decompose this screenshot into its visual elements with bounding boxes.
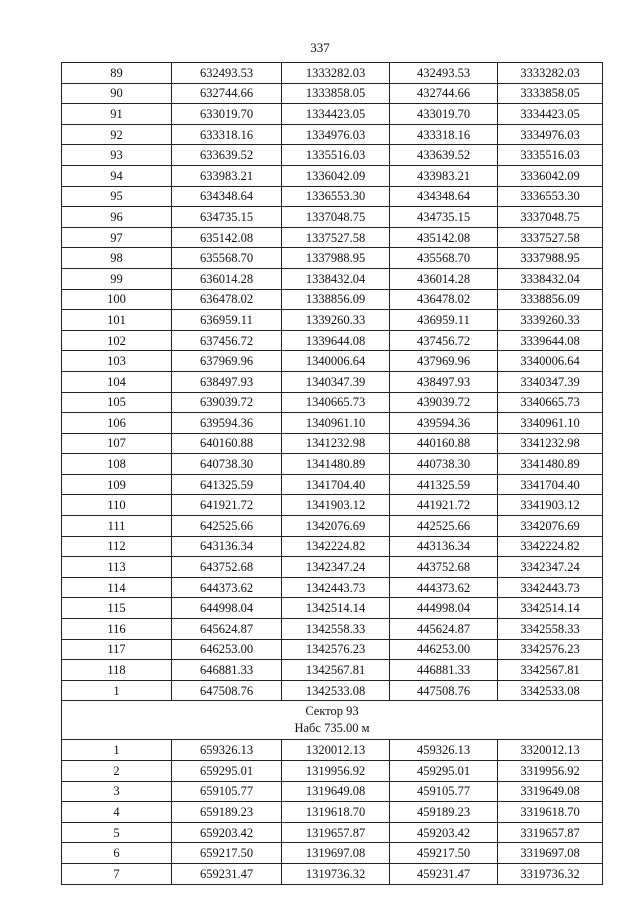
x-local-cell: 435568.70 bbox=[390, 248, 498, 269]
sector-row bbox=[62, 701, 603, 740]
y-coordinate-cell: 1336553.30 bbox=[282, 186, 390, 207]
y-local-cell: 3339644.08 bbox=[498, 330, 603, 351]
table-row bbox=[62, 268, 603, 289]
x-local-cell: 433639.52 bbox=[390, 145, 498, 166]
x-local-cell: 459231.47 bbox=[390, 863, 498, 884]
y-local-cell: 3335516.03 bbox=[498, 145, 603, 166]
point-number-cell: 5 bbox=[62, 822, 172, 843]
point-number-cell: 93 bbox=[62, 145, 172, 166]
y-local-cell: 3341480.89 bbox=[498, 454, 603, 475]
y-coordinate-cell: 1342076.69 bbox=[282, 516, 390, 537]
y-local-cell: 3339260.33 bbox=[498, 310, 603, 331]
x-local-cell: 432744.66 bbox=[390, 83, 498, 104]
x-coordinate-cell: 659203.42 bbox=[172, 822, 282, 843]
sector-height-label: Набс 735.00 м bbox=[294, 721, 370, 736]
y-coordinate-cell: 1337527.58 bbox=[282, 227, 390, 248]
table-row bbox=[62, 740, 603, 761]
sector-title: Сектор 93 bbox=[305, 704, 359, 719]
y-local-cell: 3338432.04 bbox=[498, 268, 603, 289]
x-local-cell: 437969.96 bbox=[390, 351, 498, 372]
x-coordinate-cell: 659217.50 bbox=[172, 843, 282, 864]
x-local-cell: 439594.36 bbox=[390, 413, 498, 434]
y-local-cell: 3320012.13 bbox=[498, 740, 603, 761]
x-local-cell: 442525.66 bbox=[390, 516, 498, 537]
point-number-cell: 109 bbox=[62, 474, 172, 495]
table-row bbox=[62, 495, 603, 516]
point-number-cell: 101 bbox=[62, 310, 172, 331]
point-number-cell: 106 bbox=[62, 413, 172, 434]
point-number-cell: 96 bbox=[62, 207, 172, 228]
x-coordinate-cell: 644373.62 bbox=[172, 577, 282, 598]
table-row bbox=[62, 351, 603, 372]
y-local-cell: 3337988.95 bbox=[498, 248, 603, 269]
y-coordinate-cell: 1340665.73 bbox=[282, 392, 390, 413]
point-number-cell: 4 bbox=[62, 802, 172, 823]
x-coordinate-cell: 633983.21 bbox=[172, 165, 282, 186]
y-coordinate-cell: 1337988.95 bbox=[282, 248, 390, 269]
y-local-cell: 3342347.24 bbox=[498, 557, 603, 578]
x-coordinate-cell: 638497.93 bbox=[172, 371, 282, 392]
point-number-cell: 102 bbox=[62, 330, 172, 351]
table-row bbox=[62, 598, 603, 619]
x-local-cell: 440738.30 bbox=[390, 454, 498, 475]
x-coordinate-cell: 635568.70 bbox=[172, 248, 282, 269]
point-number-cell: 107 bbox=[62, 433, 172, 454]
point-number-cell: 95 bbox=[62, 186, 172, 207]
y-local-cell: 3342514.14 bbox=[498, 598, 603, 619]
coordinates-table bbox=[61, 62, 603, 885]
y-local-cell: 3342567.81 bbox=[498, 660, 603, 681]
y-coordinate-cell: 1334976.03 bbox=[282, 124, 390, 145]
y-local-cell: 3341903.12 bbox=[498, 495, 603, 516]
table-row bbox=[62, 557, 603, 578]
x-local-cell: 446253.00 bbox=[390, 639, 498, 660]
y-local-cell: 3319618.70 bbox=[498, 802, 603, 823]
point-number-cell: 7 bbox=[62, 863, 172, 884]
page-number: 337 bbox=[310, 40, 330, 55]
x-coordinate-cell: 646253.00 bbox=[172, 639, 282, 660]
x-coordinate-cell: 636478.02 bbox=[172, 289, 282, 310]
y-local-cell: 3334423.05 bbox=[498, 104, 603, 125]
x-local-cell: 459189.23 bbox=[390, 802, 498, 823]
x-local-cell: 441325.59 bbox=[390, 474, 498, 495]
y-coordinate-cell: 1333282.03 bbox=[282, 63, 390, 84]
x-local-cell: 446881.33 bbox=[390, 660, 498, 681]
y-coordinate-cell: 1342567.81 bbox=[282, 660, 390, 681]
x-coordinate-cell: 647508.76 bbox=[172, 680, 282, 701]
point-number-cell: 115 bbox=[62, 598, 172, 619]
x-local-cell: 433318.16 bbox=[390, 124, 498, 145]
y-local-cell: 3337048.75 bbox=[498, 207, 603, 228]
x-coordinate-cell: 641921.72 bbox=[172, 495, 282, 516]
y-coordinate-cell: 1341704.40 bbox=[282, 474, 390, 495]
x-local-cell: 436014.28 bbox=[390, 268, 498, 289]
table-row bbox=[62, 186, 603, 207]
point-number-cell: 98 bbox=[62, 248, 172, 269]
y-coordinate-cell: 1335516.03 bbox=[282, 145, 390, 166]
point-number-cell: 110 bbox=[62, 495, 172, 516]
x-coordinate-cell: 633639.52 bbox=[172, 145, 282, 166]
y-local-cell: 3334976.03 bbox=[498, 124, 603, 145]
point-number-cell: 92 bbox=[62, 124, 172, 145]
y-local-cell: 3340665.73 bbox=[498, 392, 603, 413]
y-local-cell: 3337527.58 bbox=[498, 227, 603, 248]
table-row bbox=[62, 310, 603, 331]
x-local-cell: 433983.21 bbox=[390, 165, 498, 186]
y-local-cell: 3342076.69 bbox=[498, 516, 603, 537]
y-coordinate-cell: 1340006.64 bbox=[282, 351, 390, 372]
table-row bbox=[62, 104, 603, 125]
x-local-cell: 444373.62 bbox=[390, 577, 498, 598]
table-row bbox=[62, 680, 603, 701]
y-coordinate-cell: 1333858.05 bbox=[282, 83, 390, 104]
y-local-cell: 3319697.08 bbox=[498, 843, 603, 864]
point-number-cell: 1 bbox=[62, 740, 172, 761]
point-number-cell: 1 bbox=[62, 680, 172, 701]
x-coordinate-cell: 659105.77 bbox=[172, 781, 282, 802]
y-local-cell: 3342576.23 bbox=[498, 639, 603, 660]
point-number-cell: 117 bbox=[62, 639, 172, 660]
x-local-cell: 459203.42 bbox=[390, 822, 498, 843]
x-local-cell: 435142.08 bbox=[390, 227, 498, 248]
x-coordinate-cell: 636959.11 bbox=[172, 310, 282, 331]
y-coordinate-cell: 1338432.04 bbox=[282, 268, 390, 289]
y-coordinate-cell: 1342347.24 bbox=[282, 557, 390, 578]
table-row bbox=[62, 227, 603, 248]
point-number-cell: 91 bbox=[62, 104, 172, 125]
y-local-cell: 3340006.64 bbox=[498, 351, 603, 372]
sector-header bbox=[62, 701, 603, 740]
y-local-cell: 3338856.09 bbox=[498, 289, 603, 310]
table-row bbox=[62, 761, 603, 782]
y-local-cell: 3319956.92 bbox=[498, 761, 603, 782]
table-row bbox=[62, 802, 603, 823]
table-row bbox=[62, 660, 603, 681]
x-coordinate-cell: 633019.70 bbox=[172, 104, 282, 125]
table-body-before bbox=[62, 63, 603, 701]
x-local-cell: 440160.88 bbox=[390, 433, 498, 454]
table-row bbox=[62, 863, 603, 884]
table-row bbox=[62, 639, 603, 660]
table-row bbox=[62, 63, 603, 84]
x-coordinate-cell: 639039.72 bbox=[172, 392, 282, 413]
x-local-cell: 447508.76 bbox=[390, 680, 498, 701]
y-local-cell: 3341704.40 bbox=[498, 474, 603, 495]
point-number-cell: 112 bbox=[62, 536, 172, 557]
y-local-cell: 3342533.08 bbox=[498, 680, 603, 701]
y-local-cell: 3340961.10 bbox=[498, 413, 603, 434]
table-row bbox=[62, 536, 603, 557]
table-body-after bbox=[62, 740, 603, 884]
x-local-cell: 459105.77 bbox=[390, 781, 498, 802]
y-coordinate-cell: 1339260.33 bbox=[282, 310, 390, 331]
point-number-cell: 118 bbox=[62, 660, 172, 681]
x-local-cell: 441921.72 bbox=[390, 495, 498, 516]
y-coordinate-cell: 1341903.12 bbox=[282, 495, 390, 516]
x-local-cell: 438497.93 bbox=[390, 371, 498, 392]
table-row bbox=[62, 330, 603, 351]
x-local-cell: 459217.50 bbox=[390, 843, 498, 864]
y-local-cell: 3319657.87 bbox=[498, 822, 603, 843]
x-coordinate-cell: 641325.59 bbox=[172, 474, 282, 495]
y-local-cell: 3342443.73 bbox=[498, 577, 603, 598]
y-coordinate-cell: 1342224.82 bbox=[282, 536, 390, 557]
y-coordinate-cell: 1342576.23 bbox=[282, 639, 390, 660]
x-local-cell: 436959.11 bbox=[390, 310, 498, 331]
point-number-cell: 104 bbox=[62, 371, 172, 392]
y-local-cell: 3336553.30 bbox=[498, 186, 603, 207]
point-number-cell: 94 bbox=[62, 165, 172, 186]
x-local-cell: 459326.13 bbox=[390, 740, 498, 761]
point-number-cell: 114 bbox=[62, 577, 172, 598]
point-number-cell: 2 bbox=[62, 761, 172, 782]
x-coordinate-cell: 643136.34 bbox=[172, 536, 282, 557]
y-coordinate-cell: 1319736.32 bbox=[282, 863, 390, 884]
point-number-cell: 111 bbox=[62, 516, 172, 537]
y-local-cell: 3333858.05 bbox=[498, 83, 603, 104]
y-coordinate-cell: 1342443.73 bbox=[282, 577, 390, 598]
point-number-cell: 103 bbox=[62, 351, 172, 372]
point-number-cell: 97 bbox=[62, 227, 172, 248]
y-coordinate-cell: 1342514.14 bbox=[282, 598, 390, 619]
x-coordinate-cell: 632744.66 bbox=[172, 83, 282, 104]
y-coordinate-cell: 1320012.13 bbox=[282, 740, 390, 761]
y-local-cell: 3342224.82 bbox=[498, 536, 603, 557]
x-local-cell: 443136.34 bbox=[390, 536, 498, 557]
table-row bbox=[62, 165, 603, 186]
point-number-cell: 99 bbox=[62, 268, 172, 289]
y-coordinate-cell: 1334423.05 bbox=[282, 104, 390, 125]
x-coordinate-cell: 636014.28 bbox=[172, 268, 282, 289]
x-coordinate-cell: 644998.04 bbox=[172, 598, 282, 619]
y-local-cell: 3342558.33 bbox=[498, 619, 603, 640]
table-row bbox=[62, 207, 603, 228]
x-coordinate-cell: 659295.01 bbox=[172, 761, 282, 782]
x-coordinate-cell: 642525.66 bbox=[172, 516, 282, 537]
point-number-cell: 100 bbox=[62, 289, 172, 310]
table-row bbox=[62, 248, 603, 269]
x-local-cell: 444998.04 bbox=[390, 598, 498, 619]
y-coordinate-cell: 1340961.10 bbox=[282, 413, 390, 434]
y-coordinate-cell: 1340347.39 bbox=[282, 371, 390, 392]
y-coordinate-cell: 1337048.75 bbox=[282, 207, 390, 228]
table-row bbox=[62, 145, 603, 166]
x-coordinate-cell: 659231.47 bbox=[172, 863, 282, 884]
y-coordinate-cell: 1336042.09 bbox=[282, 165, 390, 186]
y-coordinate-cell: 1342533.08 bbox=[282, 680, 390, 701]
table-row bbox=[62, 371, 603, 392]
y-coordinate-cell: 1319657.87 bbox=[282, 822, 390, 843]
table-row bbox=[62, 577, 603, 598]
table-row bbox=[62, 516, 603, 537]
y-local-cell: 3340347.39 bbox=[498, 371, 603, 392]
table-row bbox=[62, 781, 603, 802]
x-local-cell: 432493.53 bbox=[390, 63, 498, 84]
x-coordinate-cell: 659189.23 bbox=[172, 802, 282, 823]
y-local-cell: 3319736.32 bbox=[498, 863, 603, 884]
x-coordinate-cell: 632493.53 bbox=[172, 63, 282, 84]
x-coordinate-cell: 643752.68 bbox=[172, 557, 282, 578]
table-row bbox=[62, 289, 603, 310]
table-row bbox=[62, 83, 603, 104]
table-row bbox=[62, 413, 603, 434]
y-coordinate-cell: 1341232.98 bbox=[282, 433, 390, 454]
y-local-cell: 3336042.09 bbox=[498, 165, 603, 186]
point-number-cell: 6 bbox=[62, 843, 172, 864]
x-coordinate-cell: 634735.15 bbox=[172, 207, 282, 228]
y-local-cell: 3341232.98 bbox=[498, 433, 603, 454]
y-coordinate-cell: 1319956.92 bbox=[282, 761, 390, 782]
x-coordinate-cell: 645624.87 bbox=[172, 619, 282, 640]
x-coordinate-cell: 640738.30 bbox=[172, 454, 282, 475]
point-number-cell: 105 bbox=[62, 392, 172, 413]
point-number-cell: 116 bbox=[62, 619, 172, 640]
x-local-cell: 434348.64 bbox=[390, 186, 498, 207]
x-coordinate-cell: 637969.96 bbox=[172, 351, 282, 372]
x-coordinate-cell: 635142.08 bbox=[172, 227, 282, 248]
point-number-cell: 113 bbox=[62, 557, 172, 578]
point-number-cell: 3 bbox=[62, 781, 172, 802]
table-row bbox=[62, 433, 603, 454]
x-coordinate-cell: 639594.36 bbox=[172, 413, 282, 434]
table-row bbox=[62, 843, 603, 864]
table-row bbox=[62, 392, 603, 413]
y-coordinate-cell: 1339644.08 bbox=[282, 330, 390, 351]
table-row bbox=[62, 619, 603, 640]
x-local-cell: 436478.02 bbox=[390, 289, 498, 310]
y-coordinate-cell: 1338856.09 bbox=[282, 289, 390, 310]
x-local-cell: 434735.15 bbox=[390, 207, 498, 228]
x-local-cell: 459295.01 bbox=[390, 761, 498, 782]
table-row bbox=[62, 822, 603, 843]
x-local-cell: 433019.70 bbox=[390, 104, 498, 125]
point-number-cell: 108 bbox=[62, 454, 172, 475]
x-local-cell: 445624.87 bbox=[390, 619, 498, 640]
y-coordinate-cell: 1319649.08 bbox=[282, 781, 390, 802]
y-coordinate-cell: 1342558.33 bbox=[282, 619, 390, 640]
x-coordinate-cell: 659326.13 bbox=[172, 740, 282, 761]
y-local-cell: 3319649.08 bbox=[498, 781, 603, 802]
x-coordinate-cell: 637456.72 bbox=[172, 330, 282, 351]
x-coordinate-cell: 640160.88 bbox=[172, 433, 282, 454]
x-local-cell: 443752.68 bbox=[390, 557, 498, 578]
table-row bbox=[62, 454, 603, 475]
sector-cell bbox=[62, 701, 603, 740]
x-local-cell: 439039.72 bbox=[390, 392, 498, 413]
y-coordinate-cell: 1341480.89 bbox=[282, 454, 390, 475]
point-number-cell: 90 bbox=[62, 83, 172, 104]
x-coordinate-cell: 646881.33 bbox=[172, 660, 282, 681]
x-coordinate-cell: 634348.64 bbox=[172, 186, 282, 207]
y-local-cell: 3333282.03 bbox=[498, 63, 603, 84]
table-row bbox=[62, 474, 603, 495]
y-coordinate-cell: 1319697.08 bbox=[282, 843, 390, 864]
y-coordinate-cell: 1319618.70 bbox=[282, 802, 390, 823]
point-number-cell: 89 bbox=[62, 63, 172, 84]
x-local-cell: 437456.72 bbox=[390, 330, 498, 351]
x-coordinate-cell: 633318.16 bbox=[172, 124, 282, 145]
table-row bbox=[62, 124, 603, 145]
